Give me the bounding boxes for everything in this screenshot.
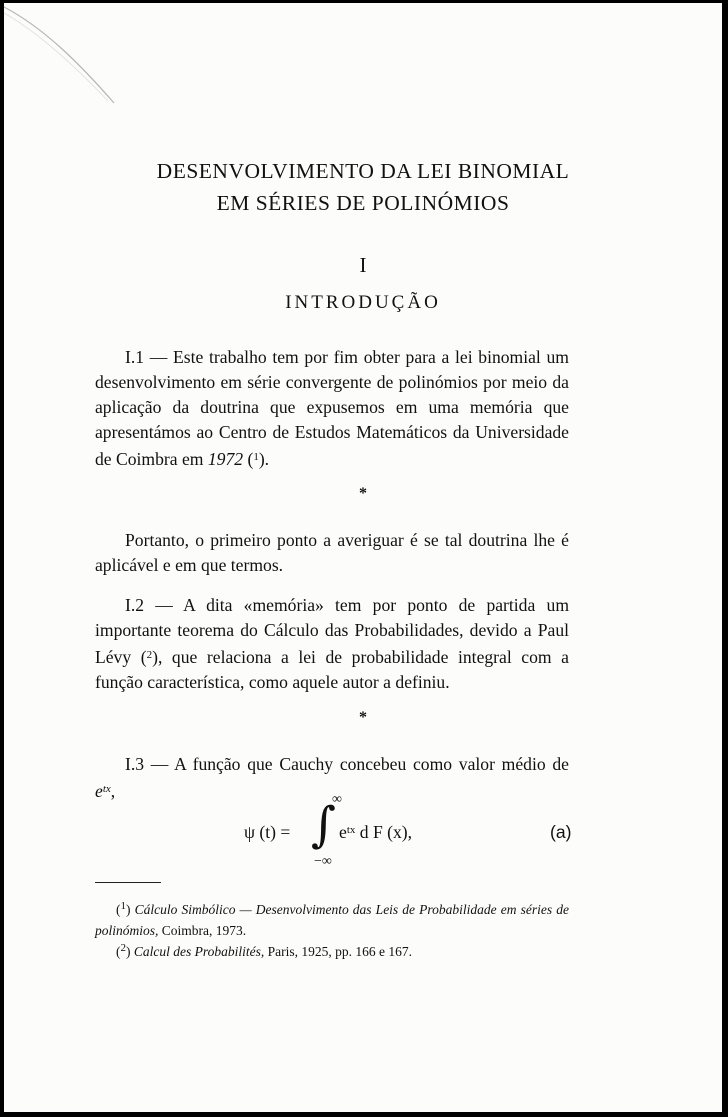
footnote-2-mark: 2 (120, 942, 126, 954)
equation-label: (a) (550, 822, 572, 842)
footnote-ref-1: 1 (253, 451, 259, 463)
document-page (4, 3, 722, 1112)
footnote-2-title: Calcul des Probabilités, (133, 944, 265, 959)
paragraph-1-2-text: I.2 — A dita «memória» tem por ponto de partida um importante teorema do Cálculo das Probabilidades, devido a Paul Lévy ( (95, 595, 569, 667)
year-1972: 1972 (207, 449, 244, 469)
integral-upper-limit: ∞ (332, 792, 342, 807)
integrand: $e^{tx}$ d F (x), (339, 822, 413, 842)
footnote-1-publication: Coimbra, 1973. (158, 923, 247, 938)
document-title-line-2: EM SÉRIES DE POLINÓMIOS (216, 191, 510, 215)
section-separator-asterisk-2: * (359, 709, 367, 726)
integral-lower-limit: −∞ (314, 854, 332, 869)
section-separator-asterisk: * (359, 485, 367, 502)
footnote-2-publication: Paris, 1925, pp. 166 e 167. (264, 944, 412, 959)
document-title-line-1: DESENVOLVIMENTO DA LEI BINOMIAL (156, 159, 570, 183)
paragraph-1-3: I.3 — A função que Cauchy concebeu como valor médio de $e^{tx}$, (95, 754, 569, 801)
paragraph-1-1: I.1 — Este trabalho tem por fim obter para a lei binomial um desenvolvimento em série convergente de polinómios por meio da aplicação da doutrina que expusemos em uma memória que apresentámos ao Centro de Estudos Matemáticos da Universidade de Coimbra em 1972 ($^1$). (95, 347, 569, 469)
footnote-divider (95, 882, 161, 883)
inline-expression-etx: $e^{tx}$ (95, 781, 111, 801)
footnote-ref-2: 2 (146, 649, 153, 661)
integral-sign: ∫ (311, 797, 337, 853)
footnote-1: ($^1$) Cálculo Simbólico — Desenvolvimento das Leis de Probabilidade em séries de polinómios, Coimbra, 1973. (95, 900, 569, 938)
paragraph-1-1-text: I.1 — Este trabalho tem por fim obter para a lei binomial um desenvolvimento em série convergente de polinómios por meio da aplicação da doutrina que expusemos em uma memória que apresentámos ao Centro de Estudos Matemáticos da Universidade de Coimbra em (95, 347, 569, 469)
equation-a (4, 788, 722, 868)
paragraph-1-3-text: I.3 — A função que Cauchy concebeu como valor médio de (125, 754, 569, 774)
footnote-2: ($^2$) Calcul des Probabilités, Paris, 1925, pp. 166 e 167. (116, 942, 412, 959)
folded-corner-crease (4, 3, 154, 143)
equation-lhs: ψ (t) = (244, 822, 291, 842)
footnote-1-title: Cálculo Simbólico — Desenvolvimento das Leis de Probabilidade em séries de polinómios, (95, 902, 569, 938)
section-heading: INTRODUÇÃO (285, 292, 441, 313)
paragraph-portanto: Portanto, o primeiro ponto a averiguar é se tal doutrina lhe é aplicável e em que termos. (95, 530, 569, 575)
chapter-number: I (359, 253, 367, 277)
paragraph-1-2: I.2 — A dita «memória» tem por ponto de partida um importante teorema do Cálculo das Probabilidades, devido a Paul Lévy ($^2$), que relaciona a lei de probabilidade integral com a função característica, como aquele autor a definiu. (95, 595, 569, 692)
footnote-1-mark: 1 (120, 900, 126, 912)
